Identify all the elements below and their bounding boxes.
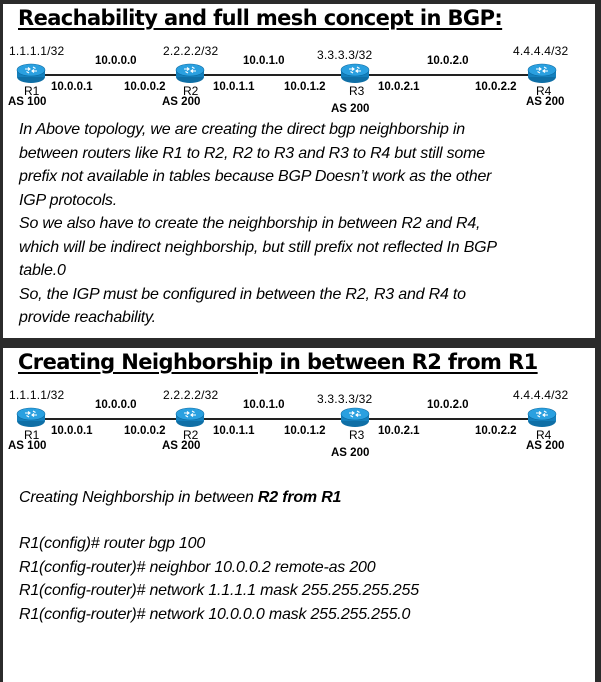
link2-network: 10.0.1.0 [243,55,285,67]
r4-label: R4 [536,428,552,442]
link-r3-r4 [379,74,539,76]
r3-loopback: 3.3.3.3/32 [317,392,373,406]
r2-as: AS 200 [162,96,201,108]
section-title: Reachability and full mesh concept in BGP: [18,6,503,30]
r2-as: AS 200 [162,440,201,452]
link3-network: 10.0.2.0 [427,399,469,411]
command-line: R1(config-router)# neighbor 10.0.0.2 remote-as 200 [19,558,376,576]
topology-diagram [3,4,595,124]
r3-label: R3 [349,428,365,442]
router-icon [340,63,370,84]
r3-as: AS 200 [331,103,370,115]
r1-label: R1 [24,84,40,98]
text-line: prefix not available in tables because BGP Doesn’t work as the other [19,168,492,185]
r2-label: R2 [183,428,199,442]
r1-interface-ip: 10.0.0.1 [51,81,93,93]
caption-bold: R2 from R1 [257,489,342,506]
r2-label: R2 [183,84,199,98]
r1-as: AS 100 [8,440,47,452]
r1-loopback: 1.1.1.1/32 [9,44,65,58]
router-icon [175,407,205,428]
r3-interface-ip-right: 10.0.2.1 [378,81,420,93]
text-line: So we also have to create the neighborship in between R2 and R4, [19,215,481,232]
text-line: IGP protocols. [19,191,117,209]
command-line: R1(config)# router bgp 100 [19,535,206,552]
router-icon [527,407,557,428]
r2-interface-ip-left: 10.0.0.2 [124,425,166,437]
r2-interface-ip-left: 10.0.0.2 [124,81,166,93]
caption [19,486,341,510]
r3-interface-ip-right: 10.0.2.1 [378,425,420,437]
command-line: R1(config-router)# network 1.1.1.1 mask 255.255.255.255 [19,582,419,599]
r3-label: R3 [349,84,365,98]
text-line: which will be indirect neighborship, but still prefix not reflected In BGP [19,238,497,256]
r1-interface-ip: 10.0.0.1 [51,425,93,437]
command-line: R1(config-router)# network 10.0.0.0 mask 255.255.255.0 [19,605,411,623]
text-line: In Above topology, we are creating the direct bgp neighborship in [19,121,465,138]
r3-as: AS 200 [331,447,370,459]
r2-loopback: 2.2.2.2/32 [163,44,219,58]
link1-network: 10.0.0.0 [95,55,137,67]
r4-as: AS 200 [526,440,565,452]
r4-loopback: 4.4.4.4/32 [513,388,569,402]
caption-text: Creating Neighborship in between [19,489,258,506]
r3-interface-ip-left: 10.0.1.2 [284,81,326,93]
text-line: table.0 [19,262,66,279]
link-r3-r4 [379,418,539,420]
router-icon [340,407,370,428]
r1-as: AS 100 [8,96,47,108]
router-icon [527,63,557,84]
section-title: Creating Neighborship in between R2 from R1 [18,350,538,374]
text-line: between routers like R1 to R2, R2 to R3 and R3 to R4 but still some [19,144,485,162]
r4-interface-ip: 10.0.2.2 [475,425,517,437]
topology-diagram [3,348,595,468]
r4-loopback: 4.4.4.4/32 [513,44,569,58]
link1-network: 10.0.0.0 [95,399,137,411]
router-icon [16,407,46,428]
r2-interface-ip-right: 10.0.1.1 [213,81,255,93]
router-icon [16,63,46,84]
explanation-text [19,118,497,330]
r2-interface-ip-right: 10.0.1.1 [213,425,255,437]
r4-label: R4 [536,84,552,98]
r1-loopback: 1.1.1.1/32 [9,388,65,402]
r4-as: AS 200 [526,96,565,108]
r1-label: R1 [24,428,40,442]
section-reachability [3,4,595,338]
section-create-neighborship [3,348,595,682]
text-line: provide reachability. [19,309,156,326]
r3-loopback: 3.3.3.3/32 [317,48,373,62]
router-icon [175,63,205,84]
r4-interface-ip: 10.0.2.2 [475,81,517,93]
link2-network: 10.0.1.0 [243,399,285,411]
link3-network: 10.0.2.0 [427,55,469,67]
r2-loopback: 2.2.2.2/32 [163,388,219,402]
r3-interface-ip-left: 10.0.1.2 [284,425,326,437]
config-commands [19,532,419,626]
text-line: So, the IGP must be configured in between the R2, R3 and R4 to [19,285,466,303]
